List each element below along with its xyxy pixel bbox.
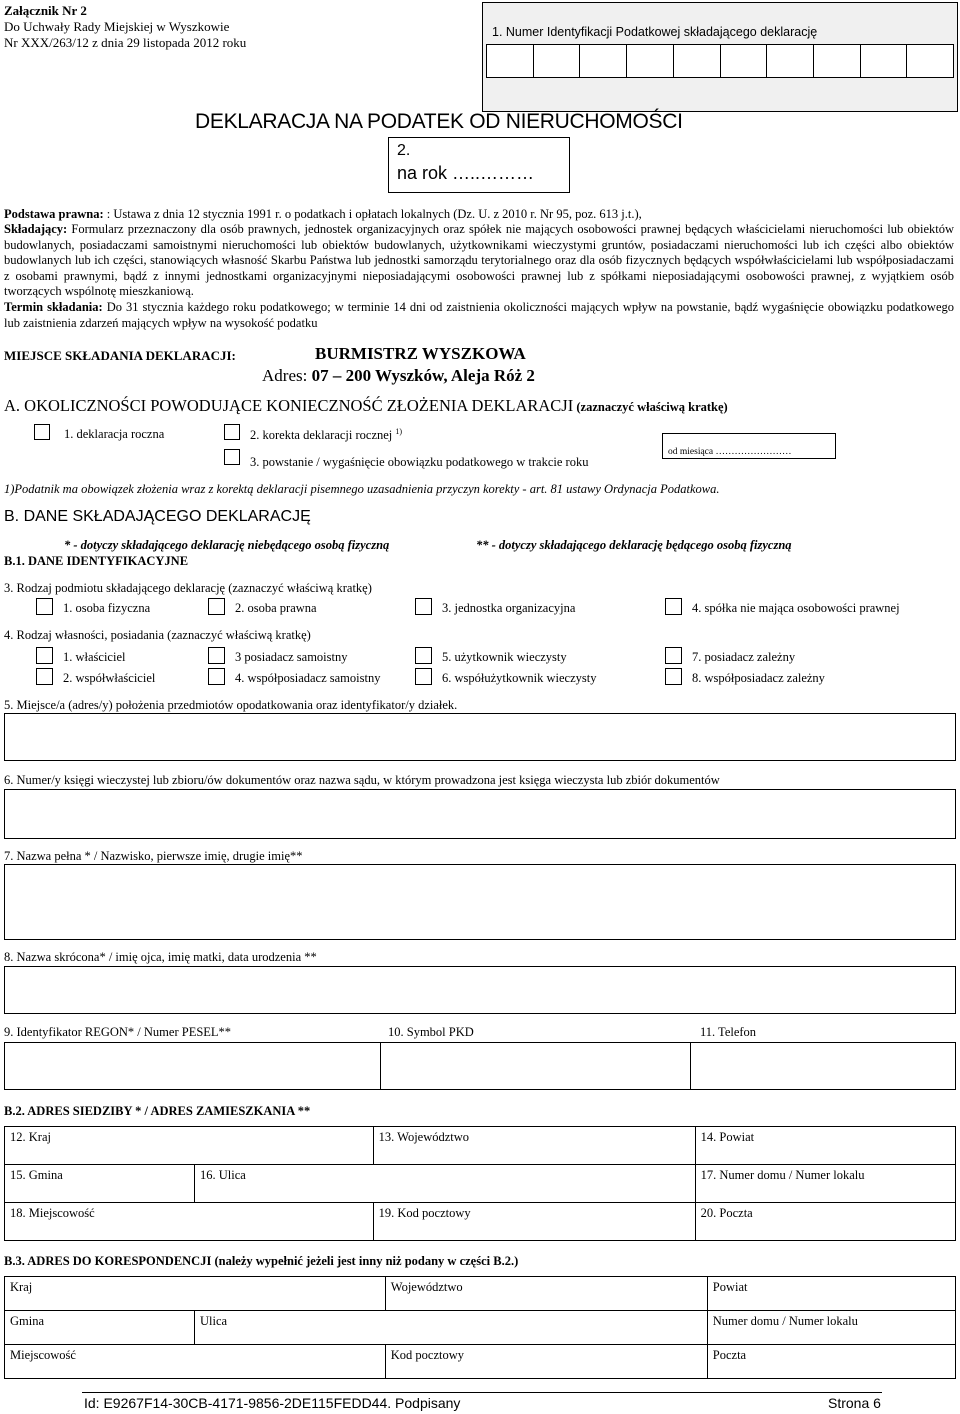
- q3-option-2[interactable]: 2. osoba prawna: [208, 601, 317, 616]
- checkbox[interactable]: [36, 668, 53, 685]
- checkbox[interactable]: [36, 598, 53, 615]
- filer-description: [4, 222, 954, 300]
- b3-house-number[interactable]: Numer domu / Numer lokalu: [707, 1311, 955, 1345]
- b2-title: B.2. ADRES SIEDZIBY * / ADRES ZAMIESZKANIA **: [4, 1104, 311, 1118]
- b2-voivodeship[interactable]: 13. Województwo: [373, 1127, 695, 1165]
- from-month-label: od miesiąca ……………………: [668, 447, 792, 457]
- b2-locality[interactable]: 18. Miejscowość: [5, 1203, 374, 1241]
- deadline-label: Termin składania:: [4, 300, 103, 314]
- b2-house-number[interactable]: 17. Numer domu / Numer lokalu: [695, 1165, 955, 1203]
- tax-year-number: 2.: [397, 142, 411, 159]
- b3-street[interactable]: Ulica: [195, 1311, 708, 1345]
- option-correction-label: [250, 427, 402, 443]
- submission-address: [262, 366, 535, 386]
- b2-postal-code[interactable]: 19. Kod pocztowy: [373, 1203, 695, 1241]
- b2-address-table: [4, 1126, 956, 1241]
- checkbox-correction[interactable]: [224, 424, 240, 440]
- checkbox[interactable]: [415, 668, 432, 685]
- q5-field[interactable]: [4, 713, 956, 761]
- q3-option-3[interactable]: 3. jednostka organizacyjna: [415, 601, 575, 616]
- b3-country[interactable]: Kraj: [5, 1277, 386, 1311]
- section-a-title: A. OKOLICZNOŚCI POWODUJĄCE KONIECZNOŚĆ ZŁOŻENIA DEKLARACJI: [4, 396, 574, 415]
- q8-label: 8. Nazwa skrócona* / imię ojca, imię matki, data urodzenia **: [4, 950, 317, 964]
- tax-year-label: na rok …..………: [397, 163, 535, 183]
- section-a-heading: [4, 396, 728, 416]
- q4-option-co-perpetual-user[interactable]: 6. współużytkownik wieczysty: [415, 671, 597, 686]
- option-obligation-change-label: 3. powstanie / wygaśnięcie obowiązku podatkowego w trakcie roku: [250, 455, 589, 469]
- q4-option-co-dependent-possessor[interactable]: 8. współposiadacz zależny: [665, 671, 825, 686]
- checkbox[interactable]: [415, 647, 432, 664]
- checkbox[interactable]: [36, 647, 53, 664]
- q7-field[interactable]: [4, 864, 956, 940]
- resolution-line-1: Do Uchwały Rady Miejskiej w Wyszkowie: [4, 19, 230, 34]
- nip-digit-box[interactable]: [766, 44, 814, 78]
- b3-post-office[interactable]: Poczta: [707, 1345, 955, 1379]
- nip-digit-box[interactable]: [906, 44, 954, 78]
- deadline-text: Do 31 stycznia każdego roku podatkowego; w terminie 14 dni od zaistnienia okoliczności mających wpływ na powstanie, bądź wygaśnięcie obowiązku podatkowego lub zaistnienia zdarzeń mających wpływ na wysokość podatku: [4, 300, 954, 330]
- option-correction-text: 2. korekta deklaracji rocznej: [250, 428, 393, 443]
- q4-option-independent-possessor[interactable]: 3 posiadacz samoistny: [208, 650, 347, 665]
- section-a-hint: (zaznaczyć właściwą kratkę): [576, 400, 728, 414]
- q3-option-4[interactable]: 4. spółka nie mająca osobowości prawnej: [665, 601, 900, 616]
- submission-place-label: MIEJSCE SKŁADANIA DEKLARACJI:: [4, 348, 236, 363]
- nip-digit-boxes[interactable]: [486, 44, 954, 78]
- q10-label: 10. Symbol PKD: [388, 1025, 474, 1039]
- b2-municipality[interactable]: 15. Gmina: [5, 1165, 195, 1203]
- q4-option-owner[interactable]: 1. właściciel: [36, 650, 125, 665]
- section-b-title: B. DANE SKŁADAJĄCEGO DEKLARACJĘ: [4, 508, 311, 525]
- nip-digit-box[interactable]: [860, 44, 908, 78]
- nip-digit-box[interactable]: [626, 44, 674, 78]
- legal-basis-label: Podstawa prawna:: [4, 207, 104, 221]
- b3-municipality[interactable]: Gmina: [5, 1311, 195, 1345]
- footer-document-id: Id: E9267F14-30CB-4171-9856-2DE115FEDD44. Podpisany: [84, 1395, 461, 1411]
- note-non-natural-person: * - dotyczy składającego deklarację niebędącego osobą fizyczną: [64, 538, 390, 552]
- b3-title: B.3. ADRES DO KORESPONDENCJI (należy wypełnić jeżeli jest inny niż podany w części B.2.): [4, 1254, 519, 1268]
- legal-basis: [4, 207, 642, 222]
- q5-label: 5. Miejsce/a (adres/y) położenia przedmiotów opodatkowania oraz identyfikator/y działek.: [4, 698, 458, 712]
- note-natural-person: ** - dotyczy składającego deklarację będącego osobą fizyczną: [476, 538, 792, 552]
- q4-option-co-independent-possessor[interactable]: 4. współposiadacz samoistny: [208, 671, 380, 686]
- q3-label: 3. Rodzaj podmiotu składającego deklarację (zaznaczyć właściwą kratkę): [4, 581, 372, 595]
- b3-locality[interactable]: Miejscowość: [5, 1345, 386, 1379]
- q9-q11-fields: [4, 1042, 956, 1090]
- b2-post-office[interactable]: 20. Poczta: [695, 1203, 955, 1241]
- footnote-marker: 1): [395, 427, 403, 436]
- attachment-title: Załącznik Nr 2: [4, 3, 87, 18]
- checkbox[interactable]: [208, 668, 225, 685]
- checkbox[interactable]: [415, 598, 432, 615]
- checkbox[interactable]: [208, 647, 225, 664]
- legal-basis-text: : Ustawa z dnia 12 stycznia 1991 r. o podatkach i opłatach lokalnych (Dz. U. z 2010 r. Nr 95, poz. 613 j.t.),: [103, 207, 642, 221]
- q8-field[interactable]: [4, 966, 956, 1014]
- checkbox[interactable]: [665, 647, 682, 664]
- submission-authority: BURMISTRZ WYSZKOWA: [315, 344, 526, 363]
- checkbox-obligation-change[interactable]: [224, 449, 240, 465]
- correction-footnote: 1)Podatnik ma obowiązek złożenia wraz z korektą deklaracji pisemnego uzasadnienia przyczyn korekty - art. 81 ustawy Ordynacja Podatkowa.: [4, 482, 720, 496]
- q6-field[interactable]: [4, 789, 956, 839]
- deadline-description: [4, 300, 954, 331]
- nip-digit-box[interactable]: [673, 44, 721, 78]
- b1-title: B.1. DANE IDENTYFIKACYJNE: [4, 554, 189, 568]
- checkbox[interactable]: [665, 668, 682, 685]
- option-annual-declaration-label: 1. deklaracja roczna: [64, 427, 165, 441]
- b2-county[interactable]: 14. Powiat: [695, 1127, 955, 1165]
- nip-digit-box[interactable]: [720, 44, 768, 78]
- q9-label: 9. Identyfikator REGON* / Numer PESEL**: [4, 1025, 232, 1039]
- checkbox[interactable]: [208, 598, 225, 615]
- checkbox[interactable]: [665, 598, 682, 615]
- q4-option-perpetual-user[interactable]: 5. użytkownik wieczysty: [415, 650, 567, 665]
- page-title: DEKLARACJA NA PODATEK OD NIERUCHOMOŚCI: [195, 110, 683, 133]
- nip-digit-box[interactable]: [533, 44, 581, 78]
- b2-street[interactable]: 16. Ulica: [195, 1165, 696, 1203]
- q10-field[interactable]: [381, 1043, 691, 1090]
- nip-digit-box[interactable]: [486, 44, 534, 78]
- q4-label: 4. Rodzaj własności, posiadania (zaznaczyć właściwą kratkę): [4, 628, 311, 642]
- filer-text: Formularz przeznaczony dla osób prawnych, jednostek organizacyjnych oraz spółek nie mających osobowości prawnej będących właścicielami nieruchomości lub obiektów budowlanych, posiadaczami samoistnymi nieruchomości lub obiektów budowlanych, użytkownikami wieczystymi gruntów, posiadaczami nieruchomości lub ich części albo obiektów budowlanych lub ich części, stanowiących własność Skarbu Państwa lub jednostki samorządu terytorialnego oraz dla osób fizycznych będących współwłaścicielami lub współposiadaczami z osobami prawnymi, bądź z innymi jednostkami organizacyjnymi nieposiadającymi osobowości prawnej lub z spółkami nieposiadającymi osobowości prawnej, z wyjątkiem osób tworzących wspólnotę mieszkaniową.: [4, 222, 954, 298]
- q3-option-1[interactable]: 1. osoba fizyczna: [36, 601, 150, 616]
- b2-country[interactable]: 12. Kraj: [5, 1127, 374, 1165]
- nip-label: 1. Numer Identyfikacji Podatkowej składającego deklarację: [492, 25, 818, 39]
- b3-voivodeship[interactable]: Województwo: [385, 1277, 707, 1311]
- q7-label: 7. Nazwa pełna * / Nazwisko, pierwsze imię, drugie imię**: [4, 849, 303, 863]
- b3-county[interactable]: Powiat: [707, 1277, 955, 1311]
- footer-rule: [82, 1392, 882, 1393]
- checkbox-annual-declaration[interactable]: [34, 424, 50, 440]
- q11-label: 11. Telefon: [700, 1025, 757, 1039]
- q11-field[interactable]: [691, 1043, 956, 1090]
- footer-page-number: Strona 6: [828, 1395, 881, 1411]
- resolution-line-2: Nr XXX/263/12 z dnia 29 listopada 2012 roku: [4, 35, 247, 50]
- q4-option-dependent-possessor[interactable]: 7. posiadacz zależny: [665, 650, 795, 665]
- address-value: 07 – 200 Wyszków, Aleja Róż 2: [311, 366, 535, 385]
- b3-correspondence-table: [4, 1276, 956, 1379]
- q4-option-co-owner[interactable]: 2. współwłaściciel: [36, 671, 155, 686]
- q9-field[interactable]: [5, 1043, 381, 1090]
- filer-label: Składający:: [4, 222, 68, 236]
- nip-digit-box[interactable]: [813, 44, 861, 78]
- nip-digit-box[interactable]: [579, 44, 627, 78]
- address-label: Adres:: [262, 366, 308, 385]
- b3-postal-code[interactable]: Kod pocztowy: [385, 1345, 707, 1379]
- q6-label: 6. Numer/y księgi wieczystej lub zbioru/ów dokumentów oraz nazwa sądu, w którym prowadzona jest księga wieczysta lub zbiór dokumentów: [4, 773, 720, 787]
